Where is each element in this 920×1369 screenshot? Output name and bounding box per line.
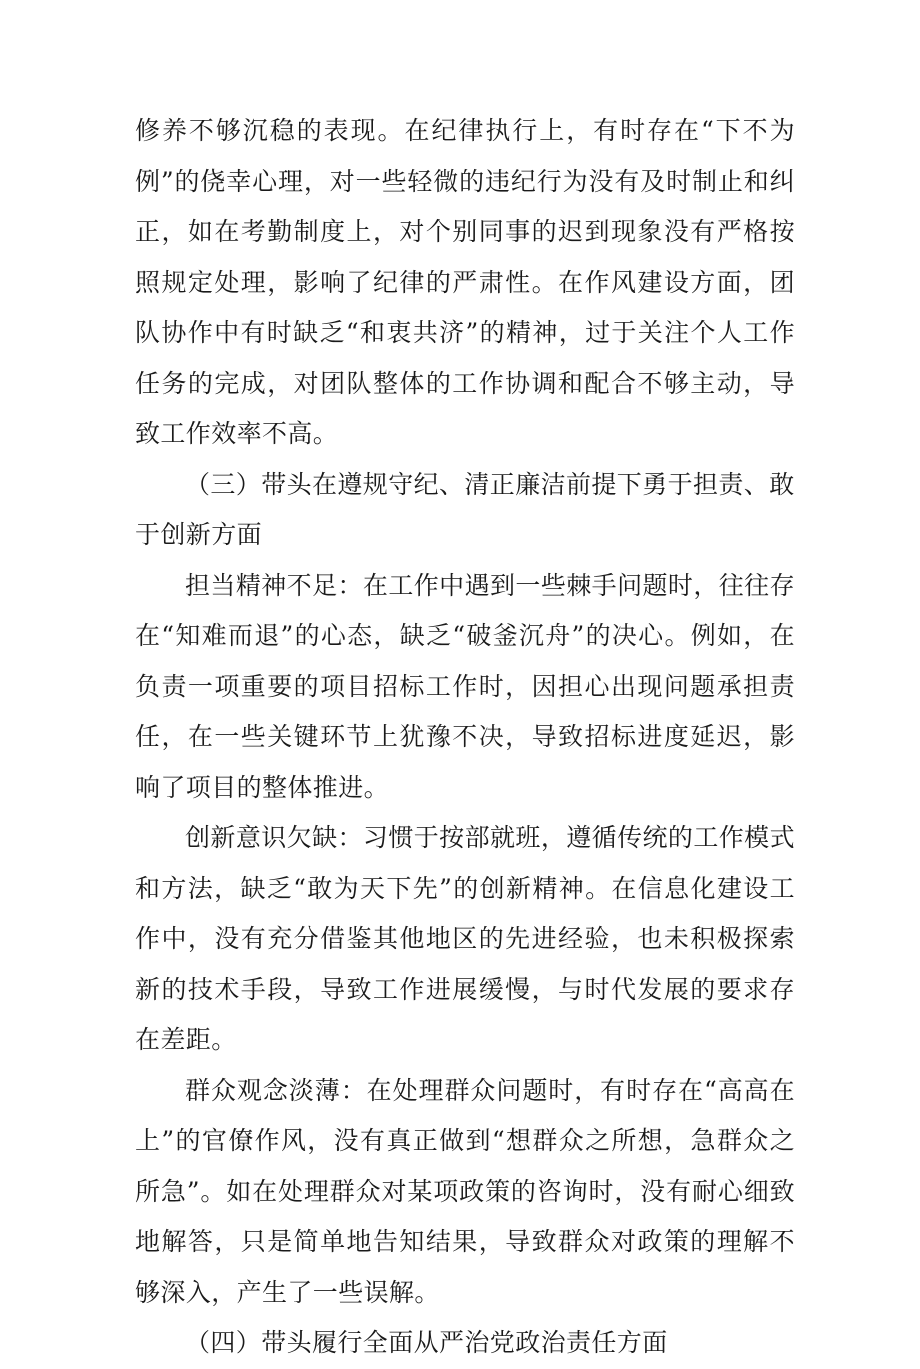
paragraph-continuation: 修养不够沉稳的表现。在纪律执行上，有时存在“下不为例”的侥幸心理，对一些轻微的违纪行为没有及时制止和纠正，如在考勤制度上，对个别同事的迟到现象没有严格按照规定处理，影响了纪律的严肃性。在作风建设方面，团队协作中有时缺乏“和衷共济”的精神，过于关注个人工作任务的完成，对团队整体的工作协调和配合不够主动，导致工作效率不高。 <box>135 116 795 448</box>
paragraph-innovation: 创新意识欠缺：习惯于按部就班，遵循传统的工作模式和方法，缺乏“敢为天下先”的创新精神。在信息化建设工作中，没有充分借鉴其他地区的先进经验，也未积极探索新的技术手段，导致工作进展缓慢，与时代发展的要求存在差距。 <box>135 823 795 1054</box>
section-heading-4: （四）带头履行全面从严治党政治责任方面 <box>185 1328 668 1357</box>
paragraph-mass-concept: 群众观念淡薄：在处理群众问题时，有时存在“高高在上”的官僚作风，没有真正做到“想群众之所想，急群众之所急”。如在处理群众对某项政策的咨询时，没有耐心细致地解答，只是简单地告知结果，导致群众对政策的理解不够深入，产生了一些误解。 <box>135 1075 795 1307</box>
document-body <box>135 106 795 1369</box>
paragraph-responsibility: 担当精神不足：在工作中遇到一些棘手问题时，往往存在“知难而退”的心态，缺乏“破釜沉舟”的决心。例如，在负责一项重要的项目招标工作时，因担心出现问题承担责任，在一些关键环节上犹豫不决，导致招标进度延迟，影响了项目的整体推进。 <box>135 570 795 802</box>
section-heading-3: （三）带头在遵规守纪、清正廉洁前提下勇于担责、敢于创新方面 <box>135 469 795 549</box>
